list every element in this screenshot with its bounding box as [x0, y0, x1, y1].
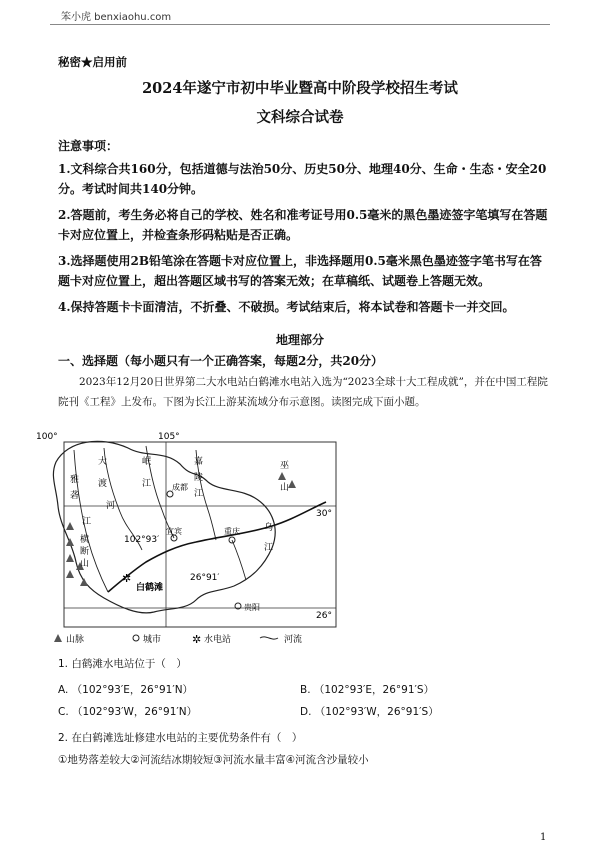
lon-label-105: 105° [158, 432, 180, 442]
exam-title: 2024年遂宁市初中毕业暨高中阶段学校招生考试 [142, 80, 458, 97]
question-1-option-d: D. （102°93′W，26°91′S） [300, 706, 439, 718]
wu-river [232, 540, 246, 580]
lat-label-26: 26° [316, 611, 332, 621]
question-type: 一、选择题（每小题只有一个正确答案，每题2分，共20分） [58, 354, 384, 368]
label-duan: 断 [80, 547, 90, 557]
lon-label-100: 100° [36, 432, 58, 442]
intro-paragraph: 2023年12月20日世界第二大水电站白鹤滩水电站入选为“2023全球十大工程成就”，并在中国工程院院刊《工程》上发布。下图为长江上游某流域分布示意图。读图完成下面小题。 [58, 376, 548, 408]
exam-subtitle: 文科综合试卷 [256, 109, 344, 126]
label-yibin: 宜宾 [166, 527, 182, 536]
question-1-option-a: A. （102°93′E，26°91′N） [58, 684, 194, 696]
question-1-option-c: C. （102°93′W，26°91′N） [58, 706, 198, 718]
label-da: 大 [98, 457, 108, 467]
label-baihetan: 白鹤滩 [136, 583, 164, 593]
notice-item-1: 1.文科综合共160分，包括道德与法治50分、历史50分、地理40分、生命・生态・安全20分。考试时间共140分钟。 [58, 162, 547, 196]
legend-city: 城市 [143, 635, 162, 645]
coord-label-lat: 26°91′ [190, 573, 220, 583]
label-he: 河 [106, 501, 116, 511]
label-jia: 嘉 [194, 457, 204, 467]
river-basin-map [36, 430, 356, 648]
legend-station: 水电站 [204, 635, 232, 645]
question-2-conditions: ①地势落差较大②河流结冰期较短③河流水量丰富④河流含沙量较小 [58, 754, 369, 766]
legend-river-icon [260, 637, 278, 639]
label-shan: 山 [80, 559, 90, 569]
hydropower-station-icon: ✲ [122, 572, 132, 585]
question-1-stem: 1. 白鹤滩水电站位于（ ） [58, 658, 187, 670]
legend-station-icon: ✲ [192, 633, 202, 646]
label-wu: 乌 [264, 523, 274, 533]
legend-river: 河流 [284, 635, 303, 645]
label-wu-jiang: 江 [264, 543, 274, 553]
basin-boundary [53, 441, 275, 613]
label-ling: 陵 [194, 473, 204, 483]
label-jialing-jiang: 江 [194, 489, 204, 499]
label-min: 岷 [142, 457, 152, 467]
notice-item-3: 3.选择题使用2B铅笔涂在答题卡对应位置上，非选择题用0.5毫米黑色墨迹签字笔书写在答题卡对应位置上，超出答题区域书写的答案无效；在草稿纸、试题卷上答题无效。 [58, 254, 542, 288]
label-chengdu: 成都 [172, 483, 188, 492]
label-chongqing: 重庆 [224, 527, 240, 536]
notice-item-2: 2.答题前，考生务必将自己的学校、姓名和准考证号用0.5毫米的黑色墨迹签字笔填写在答题卡对应位置上，并检查条形码粘贴是否正确。 [58, 208, 548, 242]
label-wu-shan-2: 山 [280, 483, 290, 493]
question-2-stem: 2. 在白鹤滩选址修建水电站的主要优势条件有（ ） [58, 732, 303, 744]
legend-mountain: 山脉 [66, 635, 85, 645]
notice-heading: 注意事项： [58, 139, 119, 153]
label-heng: 横 [80, 535, 90, 545]
label-wu-shan-1: 巫 [280, 461, 290, 471]
header-divider [50, 24, 550, 25]
notice-item-4: 4.保持答题卡卡面清洁，不折叠、不破损。考试结束后，将本试卷和答题卡一并交回。 [58, 300, 515, 314]
question-1-option-b: B. （102°93′E，26°91′S） [300, 684, 435, 696]
label-yalong-jiang: 江 [82, 517, 92, 527]
secret-label: 秘密★启用前 [58, 55, 127, 69]
label-du: 渡 [98, 479, 108, 489]
lat-label-30: 30° [316, 509, 332, 519]
label-min-jiang: 江 [142, 479, 152, 489]
label-guiyang: 贵阳 [244, 603, 260, 612]
label-long: 砻 [70, 491, 80, 501]
section-title: 地理部分 [275, 333, 324, 347]
page-number: 1 [540, 832, 547, 843]
legend-mountain-icon [54, 634, 62, 642]
legend-city-icon [133, 635, 139, 641]
header-site: 笨小虎 benxiaohu.com [61, 12, 172, 23]
coord-label-lon: 102°93′ [124, 535, 160, 545]
label-ya: 雅 [70, 475, 80, 485]
